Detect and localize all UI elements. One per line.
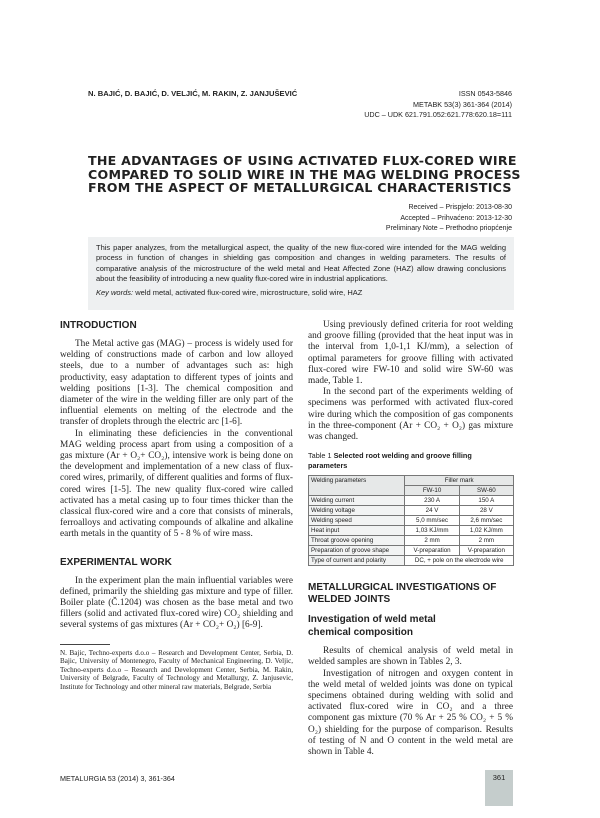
footnote-rule: [60, 644, 110, 645]
keywords: Key words: weld metal, activated flux-cored wire, microstructure, solid wire, HAZ: [96, 287, 363, 297]
experimental-text-continued: [308, 320, 513, 443]
table-cell: 2 mm: [405, 536, 459, 546]
table-row: [309, 526, 514, 536]
table-row: [309, 496, 514, 506]
paragraph: Investigation of nitrogen and oxygen content in the weld metal of welded joints was done on typical specimens obtained during welding with solid and activated flux-cored wire in CO₂ and a three component gas mixture (70 % Ar + 25 % CO₂ + 5 % O₂) shielding for the purpose of comparison. Results of testing of N and O content in the weld metal are shown in Table 4.: [308, 668, 513, 758]
table-cell: Welding current: [309, 496, 405, 506]
table-cell: 150 A: [459, 496, 513, 506]
table-cell: Type of current and polarity: [309, 556, 405, 566]
table-cell: DC, + pole on the electrode wire: [405, 556, 514, 566]
paragraph: In the second part of the experiments welding of specimens was performed with activated flux-cored wire during which the composition of gas components in the three-component (Ar + CO₂ + O₂) gas mixture was changed.: [308, 387, 513, 443]
table-header: Filler mark: [405, 476, 514, 486]
left-column: [60, 320, 293, 691]
table-cell: 2,6 mm/sec: [459, 516, 513, 526]
table-row: [309, 546, 514, 556]
subsection-heading: Investigation of weld metal chemical composition: [308, 614, 436, 639]
page-footer: [60, 770, 513, 806]
table-cell: V-preparation: [459, 546, 513, 556]
table-row: [309, 536, 514, 546]
abstract: [88, 237, 514, 310]
paper-type: Preliminary Note – Prethodno priopćenje: [385, 225, 512, 232]
udc: UDC – UDK 621.791.052:621.778:620.18=111: [364, 110, 512, 119]
table-cell: Welding voltage: [309, 506, 405, 516]
table-cell: 28 V: [459, 506, 513, 516]
article-body: [60, 320, 513, 806]
table-label: Table 1: [308, 451, 332, 461]
received-date: Received – Prispjelo: 2013-08-30: [408, 204, 512, 211]
table-caption: [308, 451, 513, 471]
page-number: 361: [485, 770, 513, 806]
authors: N. BAJIĆ, D. BAJIĆ, D. VELJIĆ, M. RAKIN, Z. JANJUŠEVIĆ: [88, 89, 298, 98]
table-cell: Throat groove opening: [309, 536, 405, 546]
section-heading-metallurgical: METALLURGICAL INVESTIGATIONS OF WELDED JOINTS: [308, 582, 497, 606]
table-row: [309, 556, 514, 566]
table-cell: Welding speed: [309, 516, 405, 526]
table-header: FW-10: [405, 486, 459, 496]
table-cell: Heat input: [309, 526, 405, 536]
table-cell: 1,02 KJ/mm: [459, 526, 513, 536]
experimental-text: [60, 576, 293, 632]
paragraph: The Metal active gas (MAG) – process is widely used for welding of constructions made of carbon and low alloyed steels, due to a number of advantages such as: high productivity, easy adaptation to different types of joints and welding positions [1-3]. The chemical composition and diameter of the wire in the welding filler are only part of the influential elements on melting of the electrode and the transfer of droplets through the electric arc [1-6].: [60, 339, 293, 428]
table-welding-parameters: [308, 475, 514, 566]
section-heading-experimental: EXPERIMENTAL WORK: [60, 556, 172, 568]
paragraph: In eliminating these deficiencies in the conventional MAG welding process apart from using a composition of a gas mixture (Ar + O₂+ CO₂), intensive work is being done on the development and implementation of a new class of flux-cored wires, primarily, of different qualities and forms of flux-cored wires [1-5]. The new quality flux-cored wire called activated has a metal casing up to four times thicker than the classical flux-cored wire and a core that consists of minerals, ferroalloys and activating compounds of alkaline and alkaline earth metals in the quantity of 5 - 8 % of wire mass.: [60, 428, 293, 540]
paragraph: Results of chemical analysis of weld metal in welded samples are shown in Tables 2, 3.: [308, 646, 513, 668]
metabk: METABK 53(3) 361-364 (2014): [413, 99, 512, 109]
table-cell: 1,03 KJ/mm: [405, 526, 459, 536]
journal-meta: [364, 89, 512, 121]
table-title: Selected root welding and groove filling parameters: [308, 451, 472, 471]
affiliations-footnote: N. Bajic, Techno-experts d.o.o – Research and Development Center, Serbia, D. Bajic, University of Montenegro, Faculty of Mechanical Engineering, D. Veljic, Techno-experts d.o.o – Research and Development Center, Serbia, M. Rakin, University of Belgrade, Faculty of Technology and Metallurgy, Z. Janjusevic, Institute for Technology and other mineral raw materials, Belgrade, Serbia: [60, 648, 293, 691]
right-column: [308, 320, 513, 758]
paragraph: Using previously defined criteria for root welding and groove filling (provided that the heat input was in the interval from 1,0-1,1 KJ/mm), a selection of optimal parameters for groove filling with activated flux-cored wire FW-10 and solid wire SW-60 was made, Table 1.: [308, 320, 513, 387]
abstract-text: This paper analyzes, from the metallurgical aspect, the quality of the new flux-cored wire intended for the MAG welding process in function of changes in shielding gas composition and changes in welding parameters. The results of comparative analysis of the microstructure of the weld metal and Heat Affected Zone (HAZ) allow drawing conclusions about the feasibility of introducing a new quality flux-cored wire in industrial applications.: [96, 243, 506, 284]
journal-footer: METALURGIA 53 (2014) 3, 361-364: [60, 774, 175, 784]
keywords-label: Key words:: [96, 287, 134, 297]
table-cell: V-preparation: [405, 546, 459, 556]
dates: [386, 203, 512, 235]
introduction-text: [60, 339, 293, 541]
paragraph: In the experiment plan the main influential variables were defined, primarily the shielding gas mixture and type of filler. Boiler plate (Č.1204) was chosen as the base metal and two fillers (solid and activated flux-cored wire) CO₂ shielding and several systems of gas mixtures (Ar + CO₂+ O₂) [6-9].: [60, 575, 293, 631]
table-row: [309, 516, 514, 526]
table-header: SW-60: [459, 486, 513, 496]
paper-title: THE ADVANTAGES OF USING ACTIVATED FLUX-CORED WIRE COMPARED TO SOLID WIRE IN THE MAG WELDING PROCESS FROM THE ASPECT OF METALLURGICAL CHARACTERISTICS: [88, 153, 521, 196]
section-heading-introduction: INTRODUCTION: [60, 320, 137, 331]
table-cell: 230 A: [405, 496, 459, 506]
table-cell: 2 mm: [459, 536, 513, 546]
issn: ISSN 0543-5846: [458, 89, 512, 98]
table-cell: Preparation of groove shape: [309, 546, 405, 556]
table-cell: 5,0 mm/sec: [405, 516, 459, 526]
table-header: Welding parameters: [309, 476, 405, 496]
accepted-date: Accepted – Prihvaćeno: 2013-12-30: [400, 214, 512, 222]
table-cell: 24 V: [405, 506, 459, 516]
metallurgical-text: [308, 646, 513, 758]
table-row: [309, 506, 514, 516]
